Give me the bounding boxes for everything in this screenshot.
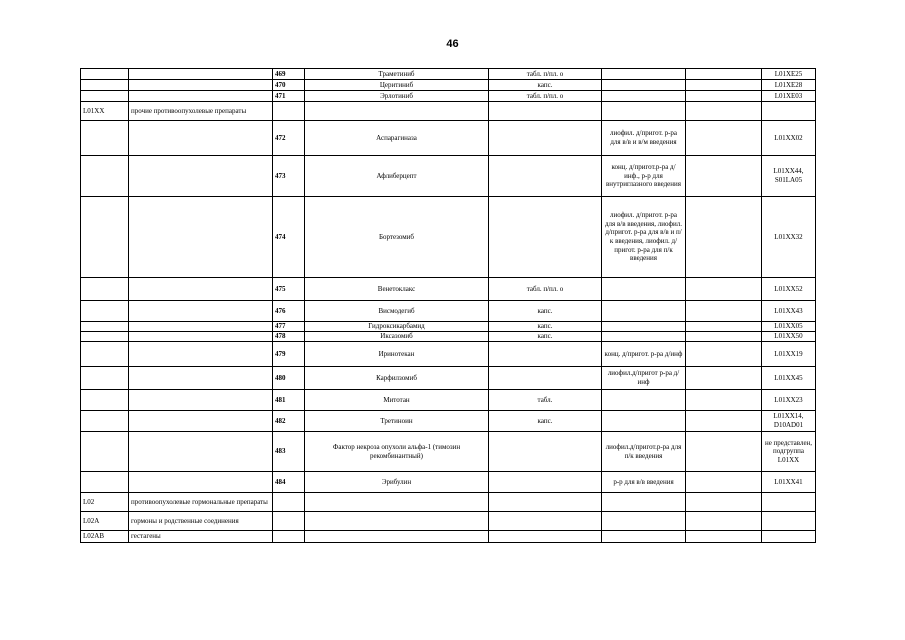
empty-cell (686, 278, 762, 301)
table-row (81, 472, 816, 493)
table-row (81, 102, 816, 121)
drug-name (305, 493, 489, 512)
atc-group-name (129, 80, 273, 91)
table-row (81, 156, 816, 197)
dosage-form: капс. (489, 332, 602, 342)
empty-cell (686, 531, 762, 543)
atc-group-name (129, 278, 273, 301)
atc-group-name (129, 91, 273, 102)
dosage-form-alt (602, 91, 686, 102)
atc-group-name: прочие противоопухолевые препараты (129, 102, 273, 121)
table-row (81, 91, 816, 102)
drug-name: Афлиберцепт (305, 156, 489, 197)
row-number: 480 (273, 367, 305, 390)
dosage-form-alt: р-р для в/в введения (602, 472, 686, 493)
dosage-form-alt (602, 332, 686, 342)
atc-group-code: L02AB (81, 531, 129, 543)
atc-group-name: гестагены (129, 531, 273, 543)
dosage-form-alt: лиофил.д/пригот.р-ра для п/к введения (602, 432, 686, 472)
table-row (81, 390, 816, 411)
empty-cell (686, 322, 762, 332)
atc-group-name (129, 301, 273, 322)
row-number: 473 (273, 156, 305, 197)
atc-code: L01XX23 (762, 390, 816, 411)
dosage-form-alt (602, 390, 686, 411)
atc-group-code (81, 156, 129, 197)
table-row (81, 493, 816, 512)
dosage-form (489, 432, 602, 472)
atc-group-code (81, 69, 129, 80)
empty-cell (686, 197, 762, 278)
dosage-form: табл. п/пл. о (489, 91, 602, 102)
page-number: 46 (446, 38, 459, 50)
atc-group-code (81, 411, 129, 432)
atc-code: L01XX43 (762, 301, 816, 322)
table-row (81, 432, 816, 472)
atc-group-code (81, 80, 129, 91)
atc-code (762, 531, 816, 543)
table-row (81, 531, 816, 543)
atc-group-name (129, 322, 273, 332)
atc-group-code (81, 121, 129, 156)
atc-group-code: L01XX (81, 102, 129, 121)
atc-code: L01XX52 (762, 278, 816, 301)
dosage-form (489, 512, 602, 531)
atc-group-code: L02 (81, 493, 129, 512)
table-row (81, 197, 816, 278)
dosage-form-alt: лиофил. д/пригот. р-ра для в/в введения, лиофил. д/пригот. р-ра для в/в и п/к введения, лиофил. д/пригот. р-ра для п/к введения (602, 197, 686, 278)
dosage-form: капс. (489, 322, 602, 332)
empty-cell (686, 493, 762, 512)
row-number: 469 (273, 69, 305, 80)
drug-name: Гидроксикарбамид (305, 322, 489, 332)
table-row (81, 512, 816, 531)
table-row (81, 367, 816, 390)
table-row (81, 411, 816, 432)
table-row (81, 322, 816, 332)
empty-cell (686, 432, 762, 472)
atc-group-code (81, 367, 129, 390)
empty-cell (686, 80, 762, 91)
dosage-form: капс. (489, 301, 602, 322)
atc-code: L01XE28 (762, 80, 816, 91)
atc-group-code (81, 322, 129, 332)
dosage-form (489, 342, 602, 367)
row-number: 472 (273, 121, 305, 156)
drug-name: Иксазомиб (305, 332, 489, 342)
atc-group-code (81, 332, 129, 342)
dosage-form (489, 531, 602, 543)
atc-code: L01XX45 (762, 367, 816, 390)
row-number (273, 512, 305, 531)
atc-group-name (129, 156, 273, 197)
atc-group-code: L02A (81, 512, 129, 531)
atc-group-code (81, 342, 129, 367)
dosage-form-alt (602, 301, 686, 322)
atc-group-name (129, 432, 273, 472)
table-row (81, 69, 816, 80)
atc-group-code (81, 301, 129, 322)
dosage-form-alt: конц. д/пригот. р-ра д/инф (602, 342, 686, 367)
row-number: 481 (273, 390, 305, 411)
atc-group-name (129, 472, 273, 493)
empty-cell (686, 69, 762, 80)
dosage-form: капс. (489, 80, 602, 91)
atc-group-name (129, 69, 273, 80)
atc-group-code (81, 432, 129, 472)
dosage-form: табл. п/пл. о (489, 278, 602, 301)
table-row (81, 121, 816, 156)
drug-name: Карфилзомиб (305, 367, 489, 390)
drug-name: Бортезомиб (305, 197, 489, 278)
dosage-form (489, 121, 602, 156)
drug-name (305, 512, 489, 531)
atc-group-code (81, 197, 129, 278)
row-number: 478 (273, 332, 305, 342)
atc-group-name: гормоны и родственные соединения (129, 512, 273, 531)
dosage-form-alt (602, 322, 686, 332)
drug-name: Эрлотиниб (305, 91, 489, 102)
atc-group-code (81, 91, 129, 102)
dosage-form-alt: лиофил. д/пригот. р-ра для в/в и в/м введения (602, 121, 686, 156)
dosage-form (489, 102, 602, 121)
table-row (81, 80, 816, 91)
empty-cell (686, 301, 762, 322)
dosage-form (489, 367, 602, 390)
dosage-form-alt: лиофил.д/пригот р-ра д/инф (602, 367, 686, 390)
dosage-form-alt (602, 69, 686, 80)
empty-cell (686, 411, 762, 432)
atc-group-code (81, 278, 129, 301)
dosage-form-alt (602, 493, 686, 512)
drug-name: Венетоклакс (305, 278, 489, 301)
atc-code: L01XX32 (762, 197, 816, 278)
empty-cell (686, 121, 762, 156)
empty-cell (686, 342, 762, 367)
drug-name: Траметиниб (305, 69, 489, 80)
atc-group-name (129, 411, 273, 432)
row-number: 471 (273, 91, 305, 102)
drug-name: Эрибулин (305, 472, 489, 493)
row-number: 475 (273, 278, 305, 301)
atc-group-name (129, 332, 273, 342)
empty-cell (686, 156, 762, 197)
dosage-form-alt: конц. д/пригот.р-ра д/инф., р-р для внутриглазного введения (602, 156, 686, 197)
row-number: 476 (273, 301, 305, 322)
empty-cell (686, 512, 762, 531)
table-row (81, 332, 816, 342)
atc-code: L01XE25 (762, 69, 816, 80)
empty-cell (686, 332, 762, 342)
row-number (273, 531, 305, 543)
atc-code: L01XX41 (762, 472, 816, 493)
drug-name: Висмодегиб (305, 301, 489, 322)
atc-code: L01XX19 (762, 342, 816, 367)
atc-code (762, 512, 816, 531)
empty-cell (686, 102, 762, 121)
row-number: 483 (273, 432, 305, 472)
row-number: 474 (273, 197, 305, 278)
drug-name (305, 102, 489, 121)
atc-group-name (129, 197, 273, 278)
atc-group-code (81, 472, 129, 493)
atc-group-name (129, 342, 273, 367)
atc-code: L01XX50 (762, 332, 816, 342)
dosage-form-alt (602, 80, 686, 91)
atc-code: L01XX44, S01LA05 (762, 156, 816, 197)
drug-name: Иринотекан (305, 342, 489, 367)
atc-code (762, 493, 816, 512)
row-number: 477 (273, 322, 305, 332)
atc-group-name (129, 390, 273, 411)
empty-cell (686, 367, 762, 390)
row-number (273, 493, 305, 512)
empty-cell (686, 91, 762, 102)
atc-group-name (129, 367, 273, 390)
table-row (81, 301, 816, 322)
table-row (81, 342, 816, 367)
row-number: 470 (273, 80, 305, 91)
dosage-form (489, 197, 602, 278)
drug-list-table (80, 68, 816, 543)
dosage-form-alt (602, 102, 686, 121)
row-number (273, 102, 305, 121)
dosage-form: табл. (489, 390, 602, 411)
dosage-form-alt (602, 411, 686, 432)
atc-group-name (129, 121, 273, 156)
row-number: 482 (273, 411, 305, 432)
atc-code: L01XE03 (762, 91, 816, 102)
drug-name: Митотан (305, 390, 489, 411)
row-number: 484 (273, 472, 305, 493)
dosage-form-alt (602, 278, 686, 301)
dosage-form: табл. п/пл. о (489, 69, 602, 80)
dosage-form (489, 472, 602, 493)
atc-group-code (81, 390, 129, 411)
dosage-form (489, 493, 602, 512)
dosage-form-alt (602, 531, 686, 543)
empty-cell (686, 472, 762, 493)
dosage-form (489, 156, 602, 197)
drug-name: Фактор некроза опухоли альфа-1 (тимозин рекомбинантный) (305, 432, 489, 472)
table-row (81, 278, 816, 301)
atc-code: L01XX02 (762, 121, 816, 156)
dosage-form-alt (602, 512, 686, 531)
empty-cell (686, 390, 762, 411)
atc-code (762, 102, 816, 121)
atc-code: L01XX14, D10AD01 (762, 411, 816, 432)
atc-code: L01XX05 (762, 322, 816, 332)
row-number: 479 (273, 342, 305, 367)
drug-name: Третиноин (305, 411, 489, 432)
drug-name: Церитиниб (305, 80, 489, 91)
atc-code: не представлен, подгруппа L01XX (762, 432, 816, 472)
drug-name (305, 531, 489, 543)
drug-name: Аспарагиназа (305, 121, 489, 156)
dosage-form: капс. (489, 411, 602, 432)
atc-group-name: противоопухолевые гормональные препараты (129, 493, 273, 512)
